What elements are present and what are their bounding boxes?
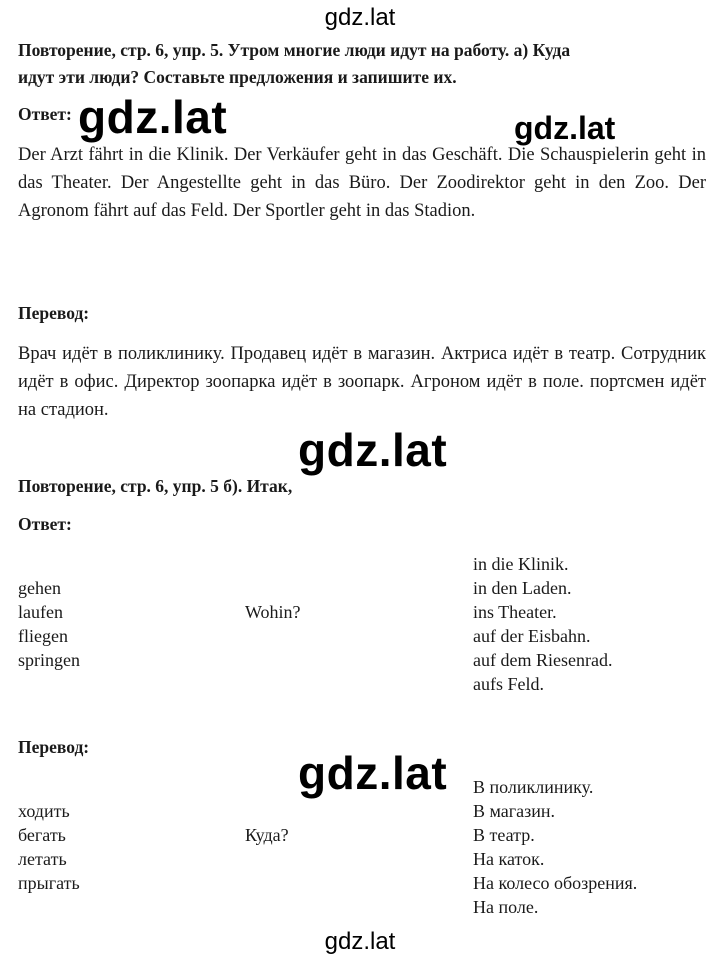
section2-translation-label: Перевод:	[18, 737, 90, 757]
watermark-middle: gdz.lat	[298, 424, 448, 476]
section1-answer-text: Der Arzt fährt in die Klinik. Der Verkäufer geht in das Geschäft. Die Schauspielerin geht in das Theater. Der Angestellte geht in das Büro. Der Zoodirektor geht in den Zoo. Der Agronom fährt auf das Feld. Der Sportler geht in das Stadion.	[18, 145, 706, 221]
section1-answer-label: Ответ:	[18, 104, 72, 124]
watermark-answer-right: gdz.lat	[514, 110, 616, 146]
destination-item-ru: В магазин.	[473, 801, 556, 821]
section1-translation-label: Перевод:	[18, 303, 90, 323]
verb-item-ru: ходить	[18, 801, 70, 821]
destination-item-ru: В поликлинику.	[473, 777, 594, 797]
destination-item-ru: На каток.	[473, 849, 545, 869]
watermark-bottom: gdz.lat	[324, 928, 396, 955]
destination-item: auf der Eisbahn.	[473, 626, 591, 646]
section1-heading-line2: идут эти люди? Составьте предложения и запишите их.	[18, 67, 457, 87]
watermark-answer-large: gdz.lat	[78, 91, 228, 143]
verb-item-ru: бегать	[18, 825, 66, 845]
destination-item: in den Laden.	[473, 578, 572, 598]
destination-item-ru: В театр.	[473, 825, 535, 845]
verb-item-ru: прыгать	[18, 873, 80, 893]
destination-item: aufs Feld.	[473, 674, 544, 694]
section2-heading: Повторение, стр. 6, упр. 5 б). Итак,	[18, 476, 293, 496]
verb-item: springen	[18, 650, 80, 670]
watermark-top: gdz.lat	[324, 4, 396, 31]
destination-item: auf dem Riesenrad.	[473, 650, 613, 670]
destination-item: in die Klinik.	[473, 554, 569, 574]
section2-answer-label: Ответ:	[18, 514, 72, 534]
question-wohin: Wohin?	[245, 602, 301, 622]
destination-item: ins Theater.	[473, 602, 557, 622]
watermark-lower: gdz.lat	[298, 747, 448, 799]
question-kuda: Куда?	[245, 825, 289, 845]
destination-item-ru: На колесо обозрения.	[473, 873, 638, 893]
section1-heading-line1: Повторение, стр. 6, упр. 5. Утром многие люди идут на работу. а) Куда	[18, 40, 571, 60]
section1-translation-text: Врач идёт в поликлинику. Продавец идёт в магазин. Актриса идёт в театр. Сотрудник идёт в офис. Директор зоопарка идёт в зоопарк. Агроном идёт в поле. портсмен идёт на стадион.	[18, 344, 706, 420]
verb-item: laufen	[18, 602, 63, 622]
section1-heading	[18, 37, 708, 91]
verb-item: gehen	[18, 578, 61, 598]
verb-item: fliegen	[18, 626, 68, 646]
verb-item-ru: летать	[18, 849, 67, 869]
destination-item-ru: На поле.	[473, 897, 539, 917]
